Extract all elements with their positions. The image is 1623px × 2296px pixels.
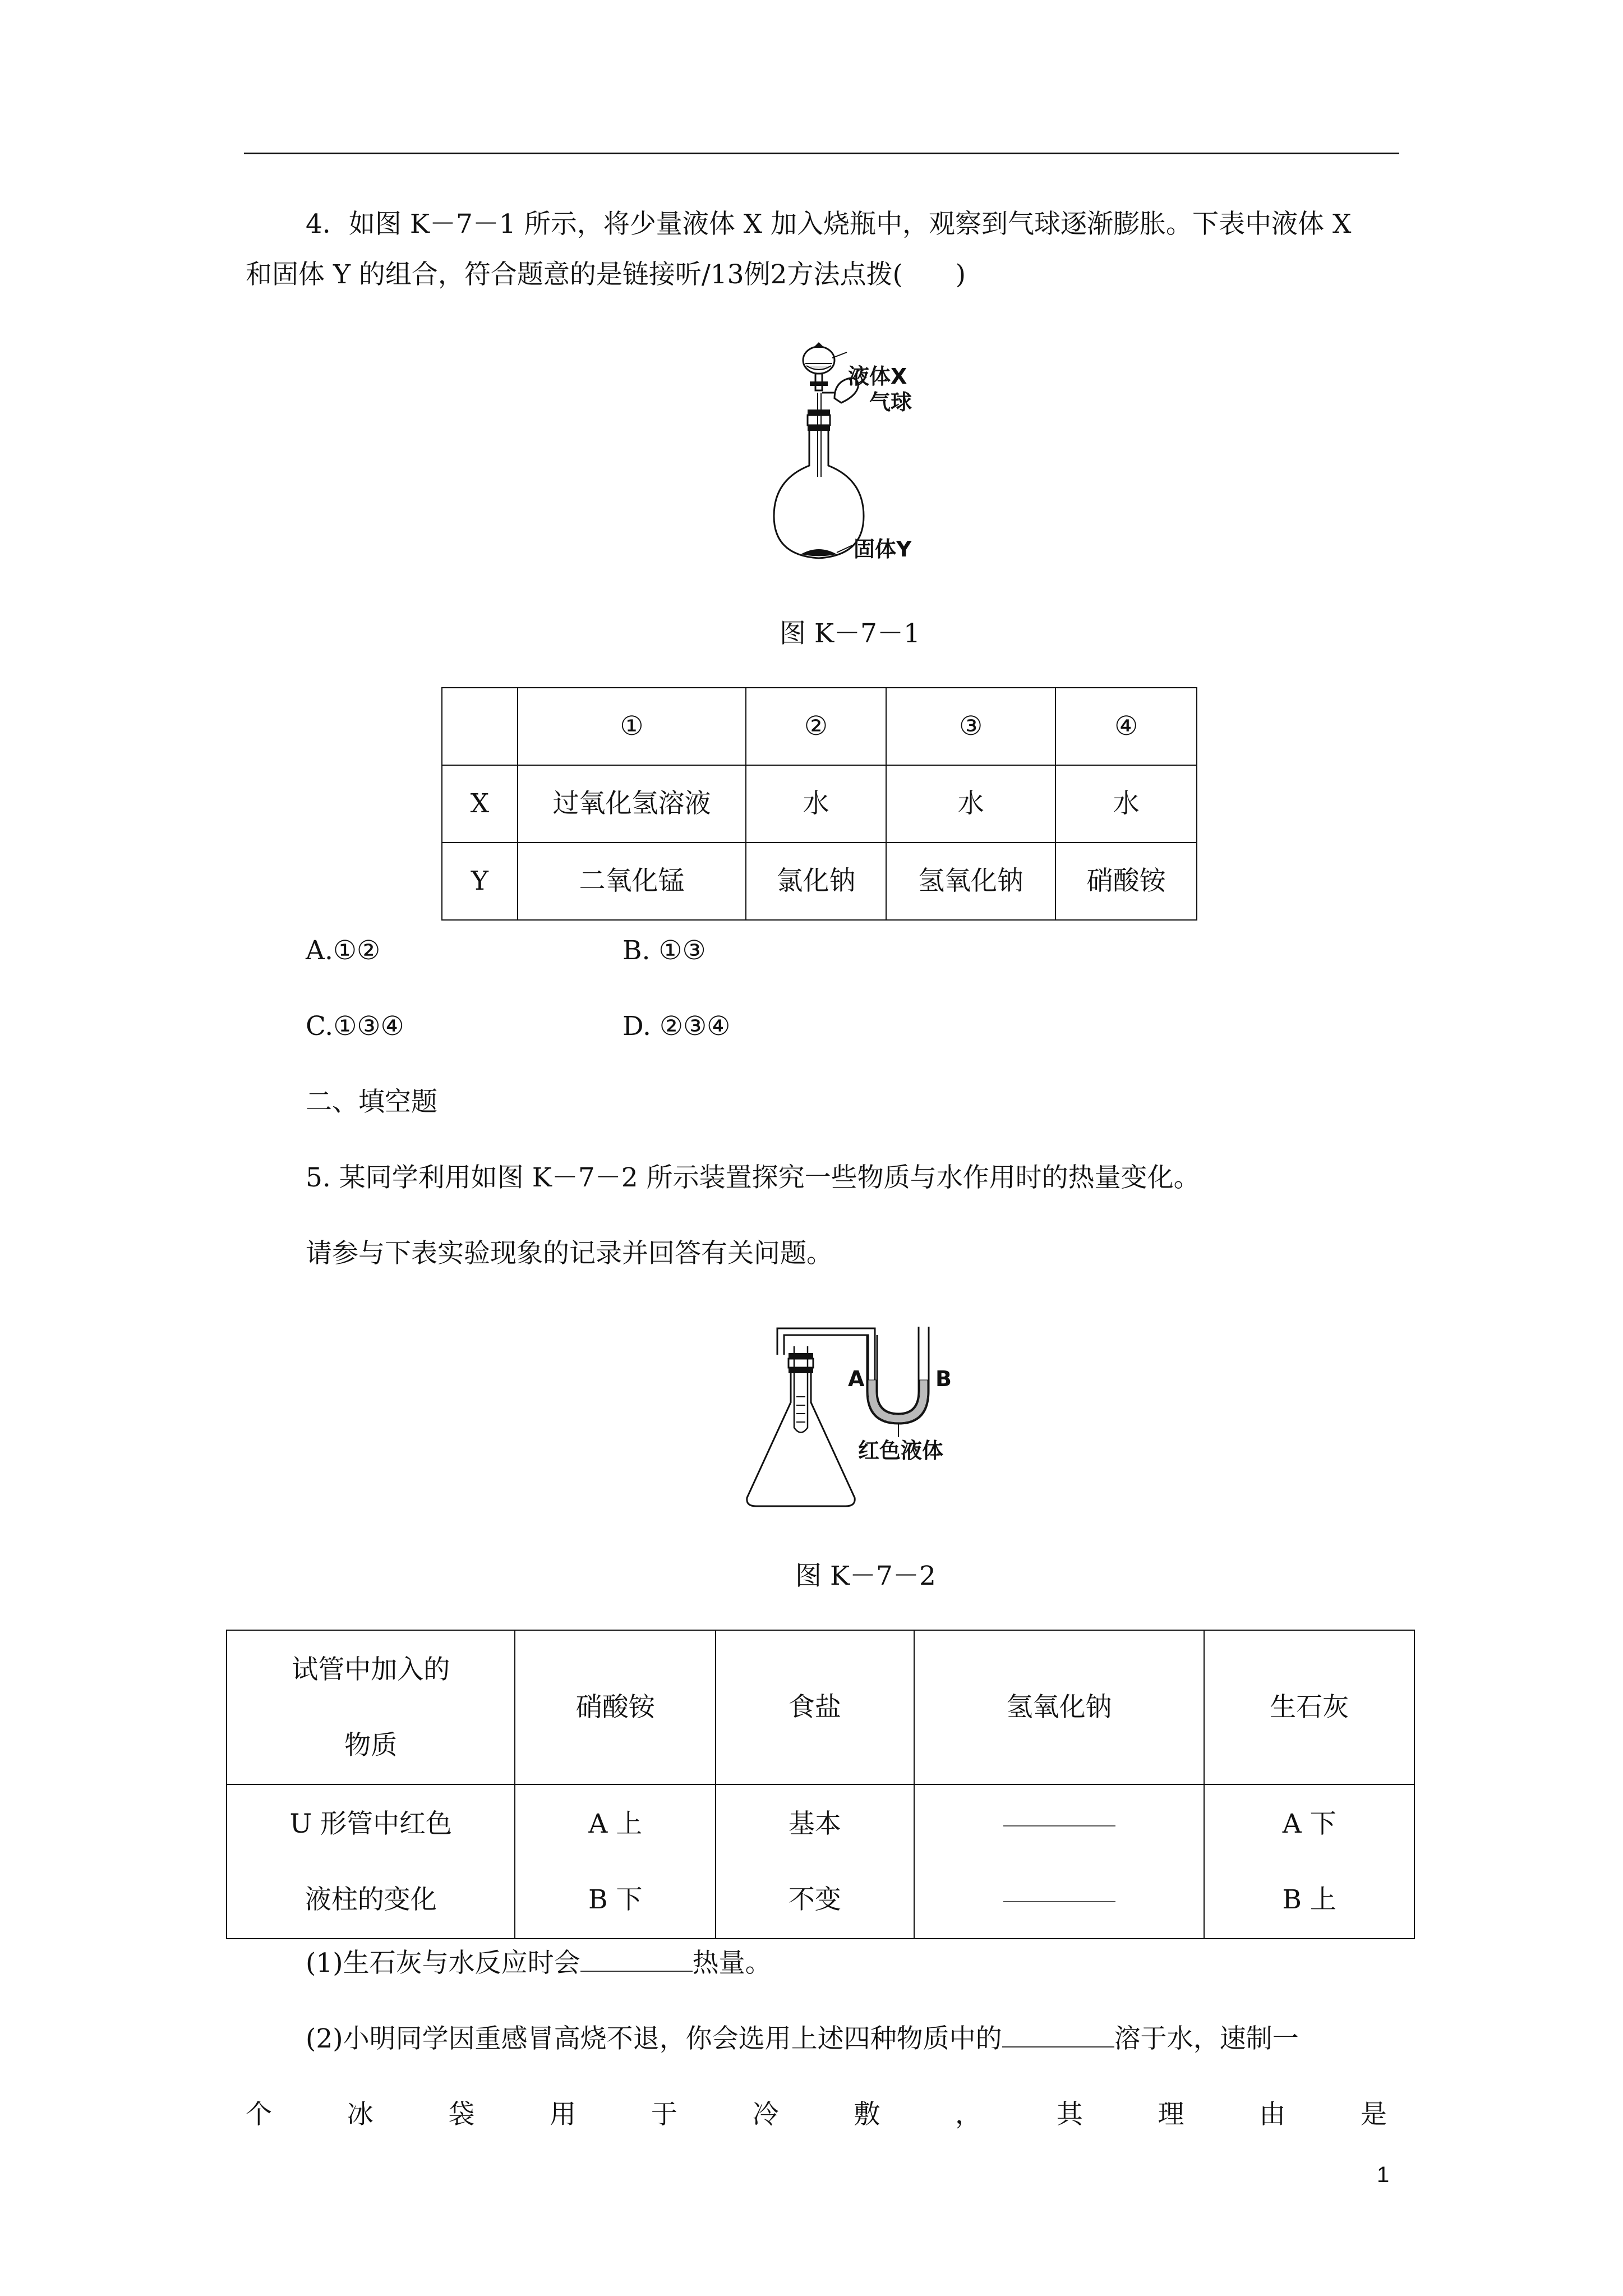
header-label-line2: 物质 xyxy=(344,1729,398,1761)
q4-text-line2: 和固体 Y 的组合，符合题意的是链接听/13例2方法点拨( ) xyxy=(246,259,966,290)
q4-table-header-row xyxy=(442,688,1197,765)
q5-sub2-pre: (2)小明同学因重感冒高烧不退，你会选用上述四种物质中的 xyxy=(306,2023,1002,2054)
table-cell: ① xyxy=(518,688,746,765)
table-row xyxy=(442,843,1197,920)
table-cell xyxy=(716,1784,914,1939)
header-label-line1: 试管中加入的 xyxy=(292,1654,450,1685)
table-cell: 硝酸铵 xyxy=(1055,843,1197,920)
table-cell: 氢氧化钠 xyxy=(886,843,1056,920)
cell-line: A 下 xyxy=(1282,1808,1336,1839)
table-cell: 水 xyxy=(1055,765,1197,843)
table-row xyxy=(227,1784,1414,1939)
table-row xyxy=(442,765,1197,843)
cell-line: B 上 xyxy=(1282,1884,1336,1915)
figure-caption-k-7-2: 图 K－7－2 xyxy=(795,1561,936,1591)
option-b: B. ①③ xyxy=(623,935,706,966)
table-cell: Y xyxy=(442,843,518,920)
q5-sub1 xyxy=(306,1947,772,1980)
table-cell: 氢氧化钠 xyxy=(914,1630,1205,1784)
char: 个 xyxy=(246,2099,272,2130)
label-balloon: 气球 xyxy=(869,390,912,415)
char: 其 xyxy=(1056,2099,1083,2130)
q5-sub1-pre: (1)生石灰与水反应时会 xyxy=(306,1948,580,1978)
row-label-line2: 液柱的变化 xyxy=(305,1884,437,1915)
table-cell xyxy=(515,1784,716,1939)
table-cell: 二氧化锰 xyxy=(518,843,746,920)
option-d: D. ②③④ xyxy=(623,1011,731,1042)
q5-text-line2: 请参与下表实验现象的记录并回答有关问题。 xyxy=(306,1238,833,1269)
char: 袋 xyxy=(448,2099,475,2130)
row-label-line1: U 形管中红色 xyxy=(289,1808,452,1839)
section-heading: 二、填空题 xyxy=(306,1087,437,1117)
table-cell xyxy=(442,688,518,765)
table-cell: ④ xyxy=(1055,688,1197,765)
char: 理 xyxy=(1158,2099,1184,2130)
table-cell: X xyxy=(442,765,518,843)
table-cell: 水 xyxy=(886,765,1056,843)
answer-blank[interactable] xyxy=(580,1948,693,1972)
table-cell: 过氧化氢溶液 xyxy=(518,765,746,843)
header-rule xyxy=(244,153,1399,154)
label-b: B xyxy=(935,1366,952,1391)
cell-line: A 上 xyxy=(588,1808,643,1839)
label-liquid-x: 液体X xyxy=(848,364,907,389)
table-cell: 生石灰 xyxy=(1204,1630,1414,1784)
char: 用 xyxy=(550,2099,577,2130)
char: ， xyxy=(955,2099,982,2130)
q5-table-header-row xyxy=(227,1630,1414,1784)
table-cell: ③ xyxy=(886,688,1056,765)
char: 敷 xyxy=(854,2099,880,2130)
cell-line: B 下 xyxy=(588,1884,643,1915)
table-cell: ② xyxy=(746,688,886,765)
q5-text-line1: 5. 某同学利用如图 K－7－2 所示装置探究一些物质与水作用时的热量变化。 xyxy=(306,1162,1200,1193)
q5-table xyxy=(226,1630,1415,1939)
figure-k-7-2 xyxy=(740,1313,987,1515)
table-cell: 食盐 xyxy=(716,1630,914,1784)
table-cell: 硝酸铵 xyxy=(515,1630,716,1784)
table-cell xyxy=(227,1630,515,1784)
option-a: A.①② xyxy=(306,935,381,966)
char: 冷 xyxy=(752,2099,779,2130)
figure-caption-k-7-1: 图 K－7－1 xyxy=(780,618,920,649)
table-cell: 氯化钠 xyxy=(746,843,886,920)
label-solid-y: 固体Y xyxy=(854,537,912,562)
char: 冰 xyxy=(347,2099,374,2130)
char: 由 xyxy=(1259,2099,1286,2130)
char: 于 xyxy=(651,2099,677,2130)
q4-table xyxy=(441,687,1197,921)
char: 是 xyxy=(1360,2099,1387,2130)
label-red-liquid: 红色液体 xyxy=(858,1438,944,1463)
q5-sub2 xyxy=(306,2022,1299,2056)
label-a: A xyxy=(848,1366,865,1391)
table-cell xyxy=(1204,1784,1414,1939)
q5-sub2-continued xyxy=(246,2098,1387,2132)
q4-text-line1: 4．如图 K－7－1 所示，将少量液体 X 加入烧瓶中，观察到气球逐渐膨胀。下表中液体 X xyxy=(306,209,1352,240)
page-number: 1 xyxy=(1377,2162,1390,2187)
q5-sub1-post: 热量。 xyxy=(692,1948,772,1978)
answer-blank[interactable] xyxy=(1003,1901,1115,1902)
q5-sub2-post: 溶于水，速制一 xyxy=(1114,2023,1299,2054)
table-cell xyxy=(227,1784,515,1939)
cell-line: 不变 xyxy=(788,1884,841,1915)
answer-blank[interactable] xyxy=(1003,1825,1115,1826)
option-c: C.①③④ xyxy=(306,1011,404,1042)
table-cell xyxy=(914,1784,1205,1939)
cell-line: 基本 xyxy=(788,1808,841,1839)
answer-blank[interactable] xyxy=(1002,2024,1114,2047)
table-cell: 水 xyxy=(746,765,886,843)
